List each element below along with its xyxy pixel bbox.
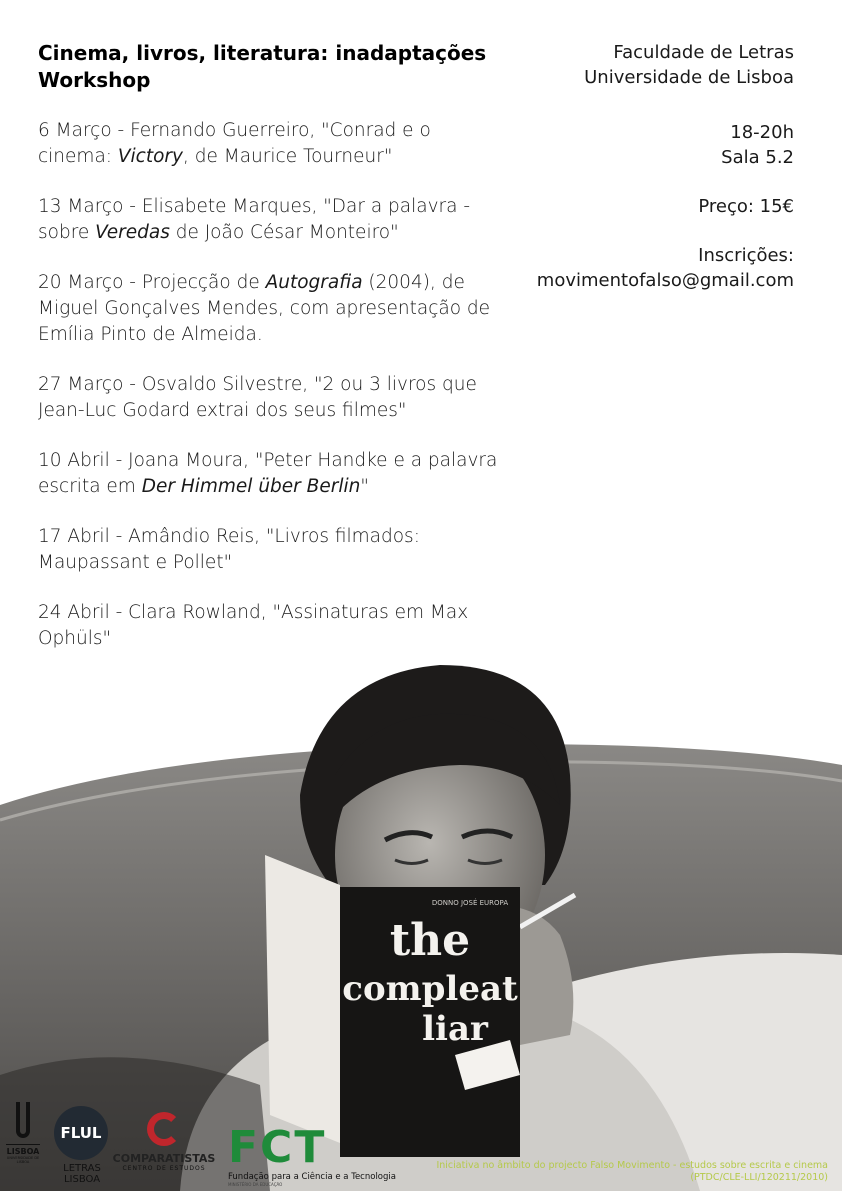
fct-logo [228,1122,408,1187]
session-text-end: (2004), de Miguel Gonçalves Mendes, com apresentação de Emília Pinto de Almeida. [38,272,491,345]
university-name: Universidade de Lisboa [584,67,794,88]
session-text-end: , de Maurice Tourneur" [182,146,393,167]
comparatistas-c-icon [147,1112,181,1146]
session-work-title: Autografia [265,272,363,293]
session-item [38,448,508,500]
session-work-title: Der Himmel über Berlin [141,476,361,497]
book-title-2: compleat [342,969,518,1009]
title-line-2: Workshop [38,68,151,92]
ulisboa-emblem-icon [16,1102,30,1138]
fct-fullname: Fundação para a Ciência e a Tecnologia [228,1172,396,1182]
session-text: 13 Março - Elisabete Marques, "Dar a palavra - sobre [38,196,471,243]
faculty-name: Faculdade de Letras [613,42,794,63]
session-text-end: " [360,476,369,497]
flul-badge: FLUL [54,1106,108,1160]
footer-line-2: (PTDC/CLE-LLI/120211/2010) [690,1172,828,1183]
session-text: 27 Março - Osvaldo Silvestre, "2 ou 3 livros que Jean-Luc Godard extrai dos seus filmes" [38,374,477,421]
ulisboa-name: LISBOA [6,1144,40,1156]
session-item [38,524,508,576]
ulisboa-logo [6,1102,40,1164]
poster-title [38,40,558,94]
comparatistas-name: COMPARATISTAS [112,1152,216,1165]
comparatistas-subtitle: CENTRO DE ESTUDOS [122,1165,206,1172]
book-title-1: the [389,915,471,966]
registration-label: Inscrições: [698,245,794,266]
program-list [38,118,508,676]
footer-note [408,1160,828,1184]
price: Preço: 15€ [698,196,794,217]
session-text: 17 Abril - Amândio Reis, "Livros filmados: Maupassant e Pollet" [38,526,420,573]
session-text: 10 Abril - Joana Moura, "Peter Handke e a palavra escrita em [38,450,498,497]
book-author: DONNO JOSÉ EUROPA [431,899,509,907]
registration-email[interactable]: movimentofalso@gmail.com [536,270,794,291]
session-text: 24 Abril - Clara Rowland, "Assinaturas em Max Ophüls" [38,602,469,649]
book-title-3: liar [422,1009,488,1049]
fct-wordmark: FCT [228,1122,327,1173]
session-text: 20 Março - Projecção de [38,272,266,293]
session-time: 18-20h [730,122,794,143]
session-item [38,194,508,246]
ulisboa-subtitle: UNIVERSIDADE DE LISBOA [6,1156,40,1164]
footer-line-1: Iniciativa no âmbito do projecto Falso Movimento - estudos sobre escrita e cinema [436,1160,828,1171]
letras-line-2: LISBOA [63,1174,101,1185]
session-item [38,270,508,348]
venue-info [494,40,794,317]
session-text-end: de João César Monteiro" [169,222,399,243]
title-line-1: Cinema, livros, literatura: inadaptações [38,41,487,65]
comparatistas-logo [106,1112,222,1172]
session-work-title: Victory [117,146,183,167]
session-item [38,600,508,652]
session-work-title: Veredas [95,222,170,243]
reading-man-photo [0,655,842,1191]
session-text: 6 Março - Fernando Guerreiro, "Conrad e o cinema: [38,120,431,167]
letras-line-1: LETRAS [63,1163,101,1174]
flul-logo [54,1106,110,1185]
fct-ministry: MINISTÉRIO DA EDUCAÇÃO [228,1182,283,1187]
session-item [38,118,508,170]
session-item [38,372,508,424]
session-room: Sala 5.2 [721,147,794,168]
